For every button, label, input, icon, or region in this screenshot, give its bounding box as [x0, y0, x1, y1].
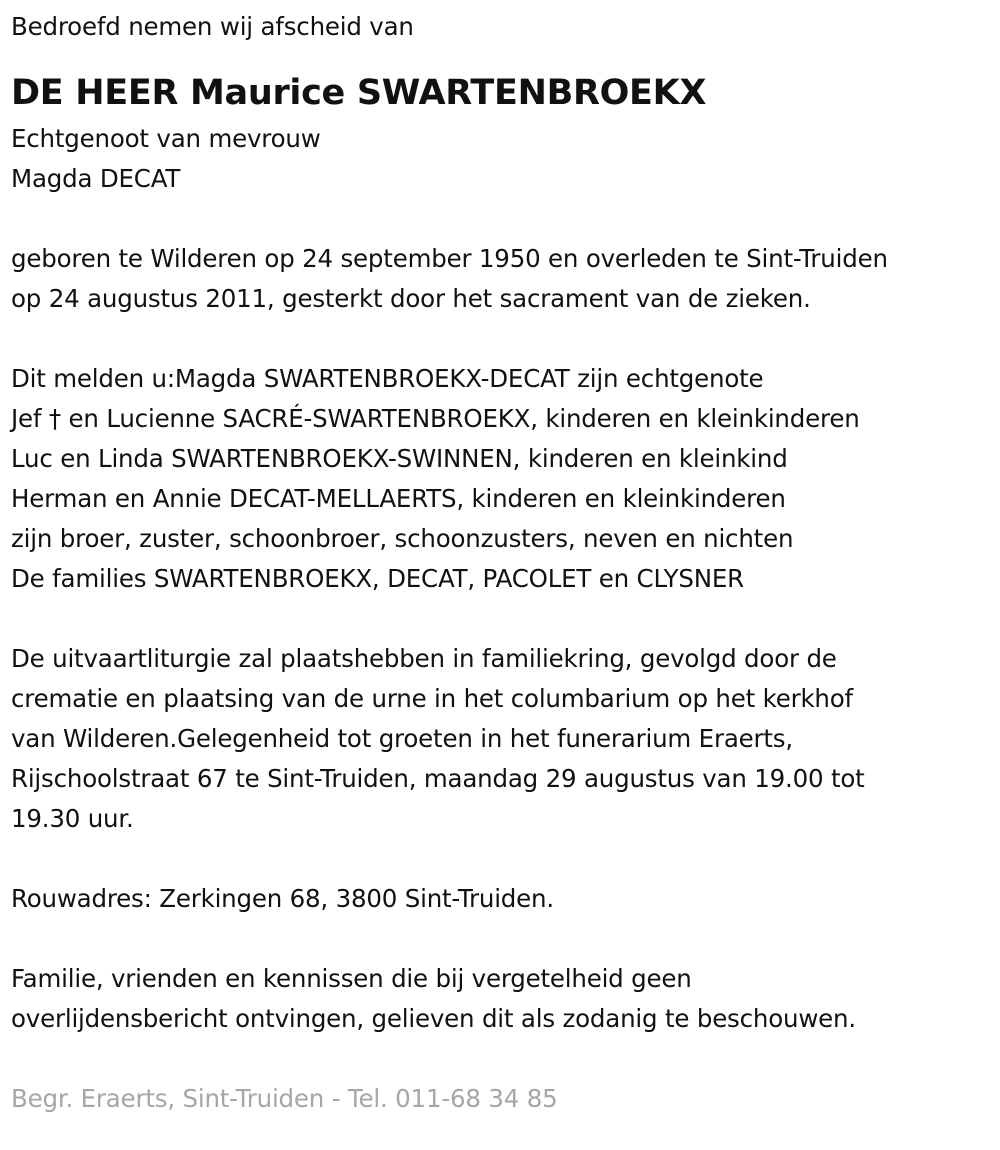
- undertaker-footer: Begr. Eraerts, Sint-Truiden - Tel. 011-68 34 85: [11, 1084, 558, 1113]
- spacer: [11, 1039, 1000, 1079]
- spouse-name: Magda DECAT: [11, 164, 181, 193]
- family-line: De families SWARTENBROEKX, DECAT, PACOLET en CLYSNER: [11, 564, 745, 593]
- intro-text: Bedroefd nemen wij afscheid van: [11, 12, 414, 41]
- family-line: zijn broer, zuster, schoonbroer, schoonzusters, neven en nichten: [11, 524, 794, 553]
- family-line: Jef † en Lucienne SACRÉ-SWARTENBROEKX, kinderen en kleinkinderen: [11, 404, 860, 433]
- family-line: Dit melden u:Magda SWARTENBROEKX-DECAT zijn echtgenote: [11, 364, 764, 393]
- funeral-line: 19.30 uur.: [11, 804, 134, 833]
- mourning-address: Rouwadres: Zerkingen 68, 3800 Sint-Truiden.: [11, 884, 554, 913]
- notice-line: Familie, vrienden en kennissen die bij vergetelheid geen: [11, 964, 692, 993]
- funeral-line: De uitvaartliturgie zal plaatshebben in familiekring, gevolgd door de: [11, 644, 837, 673]
- spacer: [11, 599, 1000, 639]
- family-line: Luc en Linda SWARTENBROEKX-SWINNEN, kinderen en kleinkind: [11, 444, 788, 473]
- spacer: [11, 839, 1000, 879]
- family-line: Herman en Annie DECAT-MELLAERTS, kinderen en kleinkinderen: [11, 484, 786, 513]
- spouse-line: Echtgenoot van mevrouw: [11, 124, 321, 153]
- deceased-name: DE HEER Maurice SWARTENBROEKX: [11, 73, 707, 113]
- funeral-line: van Wilderen.Gelegenheid tot groeten in het funerarium Eraerts,: [11, 724, 793, 753]
- spacer: [11, 319, 1000, 359]
- notice-line: overlijdensbericht ontvingen, gelieven dit als zodanig te beschouwen.: [11, 1004, 856, 1033]
- spacer: [11, 199, 1000, 239]
- funeral-line: crematie en plaatsing van de urne in het columbarium op het kerkhof: [11, 684, 853, 713]
- birth-death-line: op 24 augustus 2011, gesterkt door het sacrament van de zieken.: [11, 284, 811, 313]
- birth-death-line: geboren te Wilderen op 24 september 1950 en overleden te Sint-Truiden: [11, 244, 888, 273]
- funeral-line: Rijschoolstraat 67 te Sint-Truiden, maandag 29 augustus van 19.00 tot: [11, 764, 865, 793]
- spacer: [11, 919, 1000, 959]
